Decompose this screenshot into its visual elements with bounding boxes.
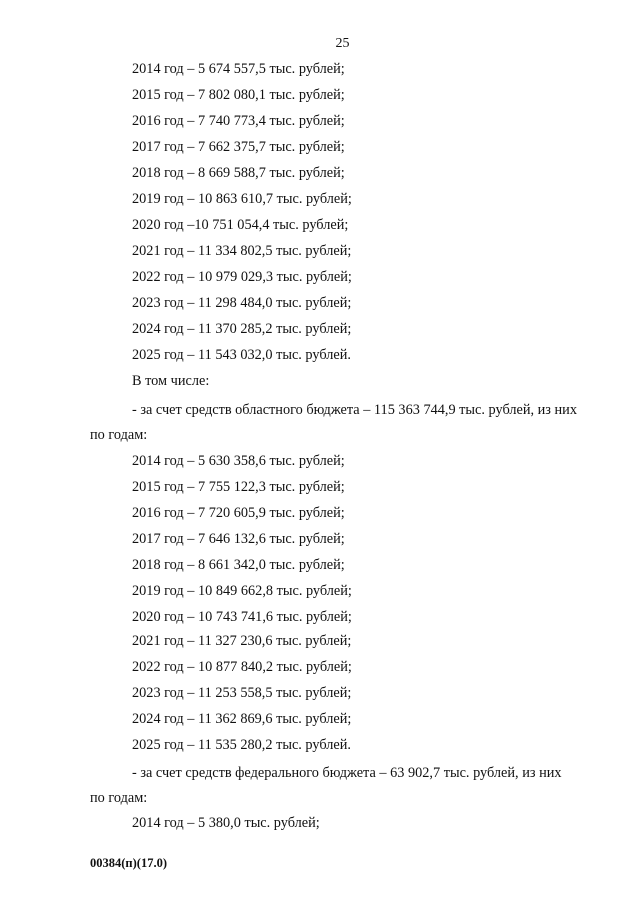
regional-year-2016: 2016 год – 7 720 605,9 тыс. рублей; [132, 505, 345, 521]
regional-year-2018: 2018 год – 8 661 342,0 тыс. рублей; [132, 557, 345, 573]
total-year-2019: 2019 год – 10 863 610,7 тыс. рублей; [132, 191, 352, 207]
regional-year-2014: 2014 год – 5 630 358,6 тыс. рублей; [132, 453, 345, 469]
regional-year-2025: 2025 год – 11 535 280,2 тыс. рублей. [132, 737, 351, 753]
total-year-2020: 2020 год –10 751 054,4 тыс. рублей; [132, 217, 349, 233]
total-year-2025: 2025 год – 11 543 032,0 тыс. рублей. [132, 347, 351, 363]
regional-year-2021: 2021 год – 11 327 230,6 тыс. рублей; [132, 633, 352, 649]
regional-year-2024: 2024 год – 11 362 869,6 тыс. рублей; [132, 711, 352, 727]
regional-year-2023: 2023 год – 11 253 558,5 тыс. рублей; [132, 685, 352, 701]
total-year-2024: 2024 год – 11 370 285,2 тыс. рублей; [132, 321, 352, 337]
document-code: 00384(п)(17.0) [90, 856, 167, 870]
regional-year-2017: 2017 год – 7 646 132,6 тыс. рублей; [132, 531, 345, 547]
total-year-2014: 2014 год – 5 674 557,5 тыс. рублей; [132, 61, 345, 77]
federal-year-2014: 2014 год – 5 380,0 тыс. рублей; [132, 815, 320, 831]
federal-budget-intro: - за счет средств федерального бюджета – 63 902,7 тыс. рублей, из них [132, 765, 562, 781]
regional-year-2022: 2022 год – 10 877 840,2 тыс. рублей; [132, 659, 352, 675]
federal-budget-intro-continued: по годам: [90, 790, 148, 806]
total-year-2021: 2021 год – 11 334 802,5 тыс. рублей; [132, 243, 352, 259]
regional-year-2020: 2020 год – 10 743 741,6 тыс. рублей; [132, 609, 352, 625]
total-year-2015: 2015 год – 7 802 080,1 тыс. рублей; [132, 87, 345, 103]
including-label: В том числе: [132, 373, 210, 389]
total-year-2016: 2016 год – 7 740 773,4 тыс. рублей; [132, 113, 345, 129]
regional-year-2019: 2019 год – 10 849 662,8 тыс. рублей; [132, 583, 352, 599]
total-year-2018: 2018 год – 8 669 588,7 тыс. рублей; [132, 165, 345, 181]
page-number: 25 [335, 36, 350, 51]
total-year-2017: 2017 год – 7 662 375,7 тыс. рублей; [132, 139, 345, 155]
regional-budget-intro-continued: по годам: [90, 427, 148, 443]
total-year-2023: 2023 год – 11 298 484,0 тыс. рублей; [132, 295, 352, 311]
regional-year-2015: 2015 год – 7 755 122,3 тыс. рублей; [132, 479, 345, 495]
total-year-2022: 2022 год – 10 979 029,3 тыс. рублей; [132, 269, 352, 285]
regional-budget-intro: - за счет средств областного бюджета – 115 363 744,9 тыс. рублей, из них [132, 402, 577, 418]
